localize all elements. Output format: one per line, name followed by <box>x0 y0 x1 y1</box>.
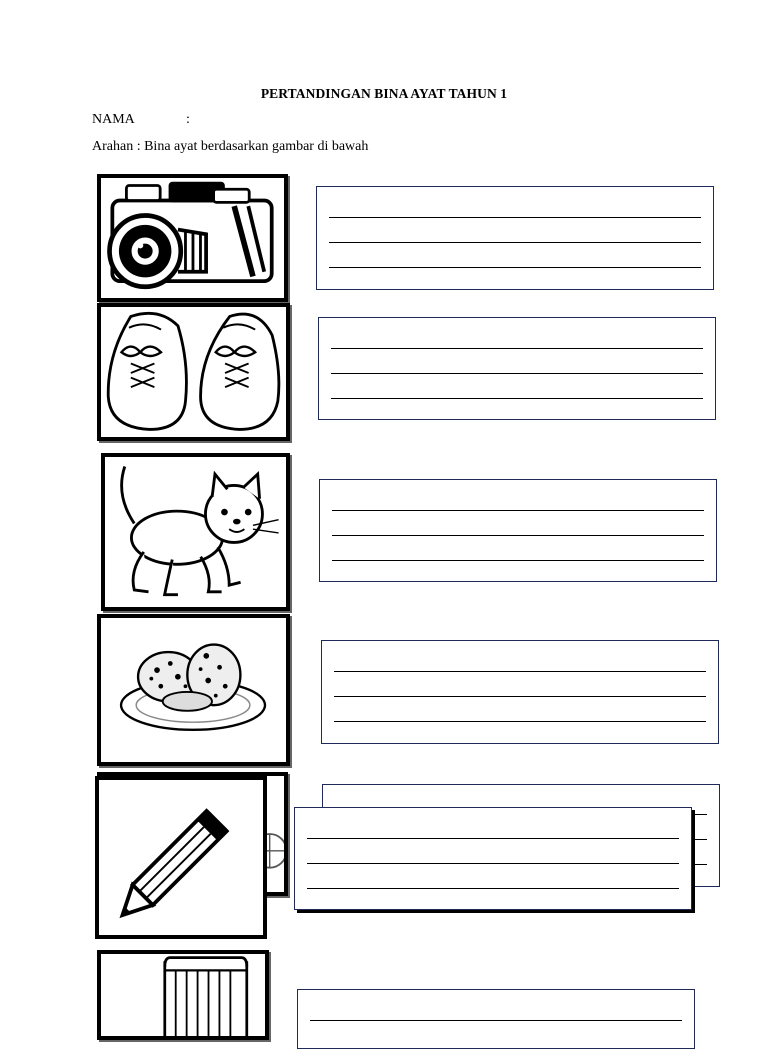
writing-line <box>334 721 706 722</box>
writing-line <box>307 838 679 839</box>
picture-frame-shoes <box>97 303 290 441</box>
cookies-icon <box>101 618 286 762</box>
instruction-text: Arahan : Bina ayat berdasarkan gambar di bawah <box>92 139 369 154</box>
writing-line <box>334 671 706 672</box>
writing-line <box>332 560 704 561</box>
writing-line <box>310 1020 682 1021</box>
answer-box-2[interactable] <box>318 317 716 420</box>
writing-line <box>334 696 706 697</box>
answer-box-4[interactable] <box>321 640 719 744</box>
name-label: NAMA <box>92 112 135 127</box>
answer-box-6[interactable] <box>297 989 695 1049</box>
picture-frame-cookies <box>97 614 290 766</box>
picture-frame-crib <box>97 950 269 1040</box>
answer-box-1[interactable] <box>316 186 714 290</box>
page-title: PERTANDINGAN BINA AYAT TAHUN 1 <box>260 86 508 101</box>
writing-line <box>329 242 701 243</box>
shoes-icon <box>101 307 286 437</box>
name-colon: : <box>186 112 190 127</box>
picture-frame-pencil <box>95 776 267 939</box>
writing-line <box>331 348 703 349</box>
answer-box-5[interactable] <box>294 807 692 910</box>
writing-line <box>307 888 679 889</box>
camera-icon <box>101 178 284 298</box>
answer-box-3[interactable] <box>319 479 717 582</box>
writing-line <box>329 267 701 268</box>
writing-line <box>331 398 703 399</box>
writing-line <box>329 217 701 218</box>
picture-frame-cat <box>101 453 290 611</box>
pencil-icon <box>99 780 263 935</box>
writing-line <box>332 535 704 536</box>
cat-icon <box>105 457 286 607</box>
writing-line <box>307 863 679 864</box>
writing-line <box>331 373 703 374</box>
picture-frame-camera <box>97 174 288 302</box>
writing-line <box>332 510 704 511</box>
